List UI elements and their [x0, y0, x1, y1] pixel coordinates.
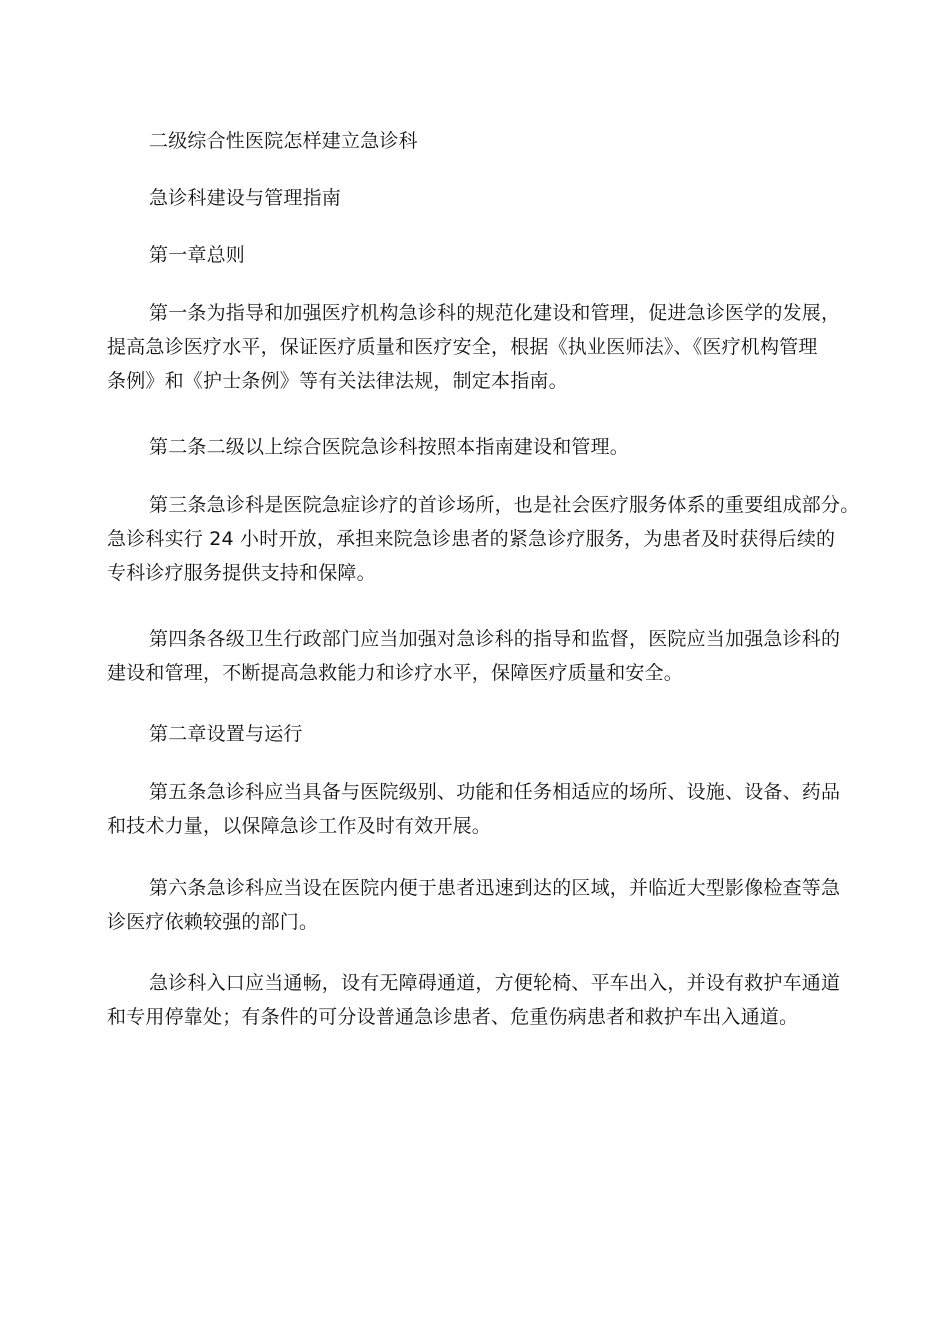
article-1-line: 第一条为指导和加强医疗机构急诊科的规范化建设和管理，促进急诊医学的发展，	[149, 302, 841, 324]
chapter-2-text: 第二章设置与运行	[149, 723, 303, 745]
article-5-line: 和技术力量，以保障急诊工作及时有效开展。	[107, 815, 492, 837]
article-6b-line: 急诊科入口应当通畅，设有无障碍通道，方便轮椅、平车出入，并设有救护车通道	[149, 972, 841, 994]
article-3-line: 第三条急诊科是医院急症诊疗的首诊场所，也是社会医疗服务体系的重要组成部分。	[149, 494, 860, 516]
document-title	[107, 124, 867, 158]
chapter-1-heading	[107, 238, 867, 272]
article-6b-line: 和专用停靠处；有条件的可分设普通急诊患者、危重伤病患者和救护车出入通道。	[107, 1006, 799, 1028]
article-4	[107, 622, 867, 690]
article-2-line: 第二条二级以上综合医院急诊科按照本指南建设和管理。	[149, 436, 630, 458]
article-3	[107, 488, 867, 590]
article-6-continued	[107, 966, 867, 1034]
article-5	[107, 775, 867, 843]
article-5-line: 第五条急诊科应当具备与医院级别、功能和任务相适应的场所、设施、设备、药品	[149, 781, 841, 803]
article-4-line: 建设和管理，不断提高急救能力和诊疗水平，保障医疗质量和安全。	[107, 662, 684, 684]
article-1-line: 条例》和《护士条例》等有关法律法规，制定本指南。	[107, 370, 568, 392]
chapter-2-heading	[107, 717, 867, 751]
article-4-line: 第四条各级卫生行政部门应当加强对急诊科的指导和监督，医院应当加强急诊科的	[149, 628, 841, 650]
article-2	[107, 430, 867, 464]
article-6-line: 诊医疗依赖较强的部门。	[107, 911, 319, 933]
article-3-line: 急诊科实行 24 小时开放，承担来院急诊患者的紧急诊疗服务，为患者及时获得后续的	[107, 528, 836, 550]
article-3-line: 专科诊疗服务提供支持和保障。	[107, 562, 376, 584]
chapter-1-text: 第一章总则	[149, 244, 246, 266]
article-6	[107, 871, 867, 939]
article-1-line: 提高急诊医疗水平，保证医疗质量和医疗安全，根据《执业医师法》、《医疗机构管理	[107, 336, 818, 358]
article-1	[107, 296, 867, 398]
subtitle-text: 急诊科建设与管理指南	[149, 187, 342, 209]
article-6-line: 第六条急诊科应当设在医院内便于患者迅速到达的区域，并临近大型影像检查等急	[149, 877, 841, 899]
document-subtitle	[107, 181, 867, 215]
title-text: 二级综合性医院怎样建立急诊科	[149, 130, 418, 152]
